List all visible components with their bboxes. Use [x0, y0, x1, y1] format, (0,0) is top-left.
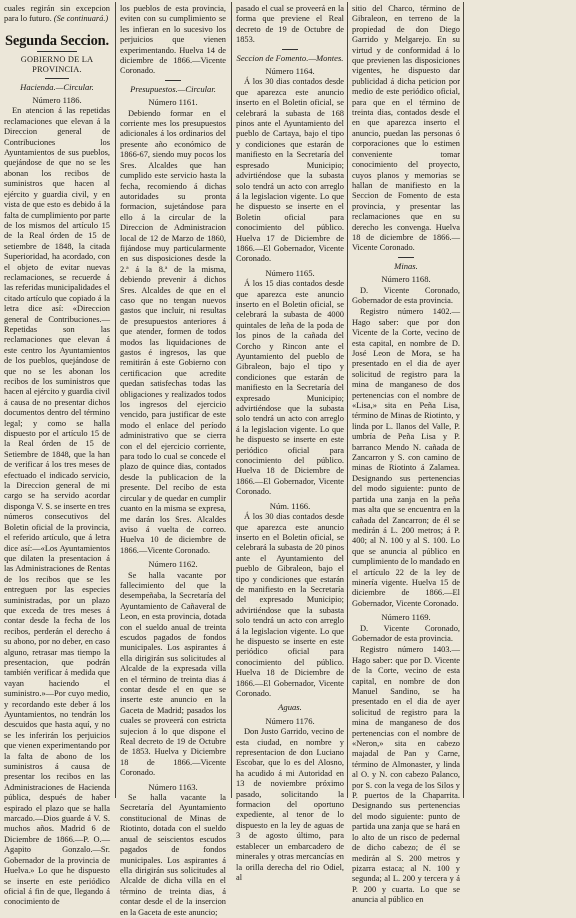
column-rule	[231, 2, 232, 798]
notice-body: Debiendo formar en el corriente mes los presupuestos adicionales á los ordinarios del presente año económico de 1866-67, siendo muy pocos los Sres. Alcaldes que han cumplido este servicio hasta la fecha, recomiendo á dichas autoridades su pronta formacion, sujetándose para ello á la circular de la Direccion de Administracion local de 12 de Marzo de 1860, fijándose muy particularmente en sus disposiciones desde la 2.ª á la 8.ª de la misma, debiendo prevenir á dichos Sres. Alcaldes de que en el caso que no tengan nuevos gastos que incluir, ni resultas de presupuestos anteriores á que atender, formen de todos modos las liquidaciones de gastos é ingresos, las que remitirán á este Gobierno con certificacion que acredite quedan satisfechas todas las obligaciones y realizados todos los ingresos del ejercicio vencido, para justificar de este modo el enlace del período administrativo que se cierra con el del ejercicio corriente, para todo lo cual se concede el plazo de quince dias, contados desde la publicacion de la presente. Del recibo de esta circular y de quedar en cumplir cuanto en la misma se expresa, me darán los Sres. Alcaldes aviso á vuelta de correo. Huelva 10 de diciembre de 1866.—Vicente Coronado.	[120, 108, 226, 555]
continued-text: cuales regirán sin excepcion para lo futuro. (Se continuará.)	[4, 4, 110, 24]
notice-number: Número 1169.	[381, 612, 431, 623]
subsection-heading: Seccion de Fomento.—Montes.	[236, 52, 344, 63]
notice-body: Á los 15 dias contados desde que aparezca este anuncio inserto en el Boletin oficial, se celebrará la subasta de 4000 quintales de leña de la poda de los pinos de la cañada del Corcho y Rincon ante el Ayuntamiento del pueblo de Gibraleon, bajo el tipo y condiciones que estarán de manifiesto en la Secretaría del expresado Municipio; advirtiéndose que la subasta solo tendrá un acto con arreglo á la legislacion vigente. Lo que he dispuesto se inserte en este periódico oficial para conocimiento del público. Huelva 18 de Diciembre de 1866.—El Gobernador, Vicente Coronado.	[236, 279, 344, 497]
notice-body: los pueblos de esta provincia, eviten con su cumplimiento se les infieran en lo sucesivo los perjuicios que vienen experimentando. Huelva 14 de diciembre de 1866.—Vicente Coronado.	[120, 4, 226, 76]
column-rule	[347, 2, 348, 798]
column-rule	[463, 2, 464, 798]
notice-body: Se halla vacante por fallecimiento del que la desempeñaba, la Secretaría del Ayuntamiento de Cañaveral de Leon, en esta provincia, dotada con el sueldo anual de treinta escudos pagados de fondos municipales. Los aspirantes á ella dirigirán sus solicitudes al Alcalde de la expresada villa en el término de treinta dias á contar desde el en que se inserte este anuncio en la Gaceta de Madrid; pasados los cuales se proveerá con estricta sujecion á lo que dispone el Real decreto de 19 de Octubre de 1853. Huelva y Diciembre 18 de 1866.—Vicente Coronado.	[120, 570, 226, 778]
subsection-heading: Hacienda.—Circular.	[20, 81, 94, 92]
subsection-heading: Presupuestos.—Circular.	[130, 83, 216, 94]
notice-body: Registro número 1403.—Hago saber: que por D. Vicente de la Corte, vecino de esta capital, en nombre de don Manuel Sandino, se ha presentado en el dia de ayer solicitud de registro para la mina de manganeso de dos pertenencias con el nombre de «Neron,» sita en cabezo majadal de Pan y Carne, término de Almonaster, y linda al O. y N. con cabezo Palanco, por S. con la vega de los Silos y P. puertos de la Chaparrita. Designando sus pertenencias del modo siguiente: punto de partida una zanja que se hará en lo alto de un risco de pedernal de dicho cabezo; de él se medirán al S. 200 metros y pizarra estaca; al N. 100 y segunda; al L. 200 y tercera y á P. 200 y cuarta. Lo que se anuncia al público en	[352, 645, 460, 905]
subsection-heading: Aguas.	[278, 702, 302, 713]
notice-number: Número 1168.	[381, 274, 431, 285]
divider	[37, 51, 77, 52]
column-rule	[115, 2, 116, 798]
notice-body: pasado el cual se proveerá en la forma que previene el Real decreto de 19 de Octubre de 1853.	[236, 4, 344, 45]
column-1	[4, 4, 110, 907]
notice-number: Número 1161.	[148, 97, 198, 108]
divider	[165, 80, 181, 81]
notice-intro: D. Vicente Coronado, Gobernador de esta provincia.	[352, 285, 460, 305]
divider	[398, 257, 414, 258]
column-5	[468, 4, 572, 796]
column-3	[236, 4, 344, 882]
notice-body: En atencion á las repetidas reclamaciones que elevan á la Direccion general de Contribuciones los Ayuntamientos de sus pueblos, quejándose de que no se les abonan los recibos de suministros que hacen al ejército y guardia civil, y en vista de que esto es debido á la falta de cumplimiento por parte de los mismos del artículo 15 de la Real órden de 15 de setiembre de 1848, la citada Superioridad, ha acordado, con el objeto de evitar nuevas reclamaciones, se recuerde á las referidas municipalidades el citado artículo que copiado á la letra dice así: «Direccion general de Contribuciones.—Repetidas son las reclamaciones que elevan á este centro los Ayuntamientos de los pueblos, quejándose de que no se les abonan los recibos de los suministros que hacen al ejército y guardia civil á causa de no presentar dichos documentos dentro del término legal; y como se halla dispuesto por el artículo 15 de la Real órden de 15 de Setiembre de 1848, que la han de verificar á los tres meses de efectuado el indicado servicio, la Direccion general de mi cargo se ha servido acordar disponga V. S. se inserte en tres números consecutivos del Boletin oficial de la provincia, el referido artículo, que á letra dice así:—«Los Ayuntamientos que dilaten la presentacion á las Administraciones de Rentas de los recibos que se les entreguen por las especies suministradas, por un plazo que exceda de tres meses á contar desde la fecha de los recibos, perderán el derecho á su abono, por no deber, en caso alguno, retrasar mas tiempo la presentacion, que podrán también verificar á medida que vayan haciendo el suministro.»—Por cuyo medio, y recordando este deber á los Ayuntamientos, no tendrán los descuidos que hasta aquí, y no se les inferirán los perjuicios que vienen experimentando por la falta de abono de los suministros á causa de presentar los recibos en las Administraciones de Hacienda pública, después de haber espirado el plazo que se halla marcado.—Dios guarde á V. S. muchos años. Madrid 6 de Diciembre de 1866.—P. O.—Agapito Gonzalo.—Sr. Gobernador de la provincia de Huelva.» Lo que he dispuesto se inserte en este periódico oficial á fin de que, llegando á conocimiento de	[4, 106, 110, 907]
divider	[282, 49, 298, 50]
notice-number: Número 1163.	[148, 781, 198, 792]
notice-number: Número 1162.	[148, 559, 198, 570]
section-heading: Segunda Seccion.	[5, 32, 109, 49]
notice-number: Número 1164.	[265, 66, 315, 77]
notice-body: Á los 30 dias contados desde que aparezca este anuncio inserto en el Boletin oficial, se celebrará la subasta de 168 pinos ante el Ayuntamiento del pueblo de Cartaya, bajo el tipo y condiciones que estarán de manifiesto en la Secretaría del espresado Municipio; advirtiéndose que la subasta solo tendrá un acto con arreglo á la legislacion vigente. Lo que he dispuesto se inserte en el Boletin oficial para conocimiento del público. Huelva 17 de Diciembre de 1866.—El Gobernador, Vicente Coronado.	[236, 77, 344, 264]
notice-body: Se halla vacante la Secretaría del Ayuntamiento constitucional de Minas de Riotinto, dotada con el sueldo anual de seiscientos escudos pagados de fondos municipales. Los aspirantes á ella dirigirán sus solicitudes al Alcalde de dicha villa en el término de treinta dias, á contar desde el de la insercion en la Gaceta de este anuncio;	[120, 793, 226, 917]
notice-number: Número 1186.	[32, 95, 82, 106]
notice-body: Á los 30 dias contados desde que aparezca este anuncio inserto en el Boletin oficial, se celebrará la subasta de 20 pinos ante el Ayuntamiento del pueblo de Gibraleon, bajo el tipo y condiciones que estarán de manifiesto en la Secretaría del expresado Municipio; advirtiéndose que la subasta solo tendrá un acto con arreglo á la legislacion vigente. Lo que he dispuesto se inserte en este periódico oficial para conocimiento del público. Huelva 18 de Diciembre de 1866.—El Gobernador, Vicente Coronado.	[236, 512, 344, 698]
column-4	[352, 4, 460, 905]
notice-body: Don Justo Garrido, vecino de esta ciudad, en nombre y representacion de don Luciano Escobar, que lo es del Alosno, ha acudido á mi Autoridad en 13 de noviembre próximo pasado, solicitando la formacion del oportuno expediente, al tenor de lo dispuesto en la ley de aguas de 3 de agosto último, para establecer un embarcadero de minerales y otras mercancías en la orilla derecha del rio Odiel, al	[236, 727, 344, 882]
notice-body: Registro número 1402.—Hago saber: que por don Vicente de la Corte, vecino de esta capital, en nombre de D. José Leon de Mora, se ha presentado en el dia de ayer solicitud de registro para la mina de manganeso de dos pertenencias con el nombre de «Lisa,» sita en Peña Lisa, término de Minas de Riotinto, y linda por L. llanos del Valle, P. umbría de Peña Lisa y P. barranco Mendo N. cañada de Zancarron y S. con camino de minas de Riotinto á Zalamea. Designando sus pertenencias del modo siguiente: punto de partida una zanja en la peña mas alta que se encuentra en la cañada del Zancarron; de él se medirán á L. 200 metros; á P. 400; al N. 100 y al S. 100. Lo que se anuncia al público en cumplimiento de lo mandado en el artículo 22 de la ley de minería vigente. Huelva 15 de diciembre de 1866.—El Gobernador, Vicente Coronado.	[352, 307, 460, 608]
notice-number: Número 1176.	[265, 715, 315, 726]
subsection-heading: Minas.	[394, 260, 418, 271]
divider	[45, 78, 69, 79]
notice-intro: D. Vicente Coronado, Gobernador de esta provincia.	[352, 623, 460, 643]
government-heading: GOBIERNO DE LA PROVINCIA.	[20, 54, 94, 75]
notice-number: Número 1165.	[265, 267, 315, 278]
notice-body: sitio del Charco, término de Gibraleon, en terreno de la propiedad de don Diego Garrido y Melgarejo. En su virtud y de conformidad á lo que previenen las disposiciones vigentes, he dispuesto dar publicidad á dicha peticion por medio de este periódico oficial, para que en el término de treinta dias, contados desde el en que aparezca inserto el anuncio, puedan las personas ó corporaciones que lo estimen conveniente tomar conocimiento del proyecto, cuyos planos y memorias se hallan de manifiesto en la Seccion de Fomento de esta provincia, y presentar las reclamaciones que en su derecho les convenga. Huelva 18 de diciembre de 1866.—Vicente Coronado.	[352, 4, 460, 253]
column-2	[120, 4, 226, 917]
notice-number: Núm. 1166.	[269, 500, 311, 511]
